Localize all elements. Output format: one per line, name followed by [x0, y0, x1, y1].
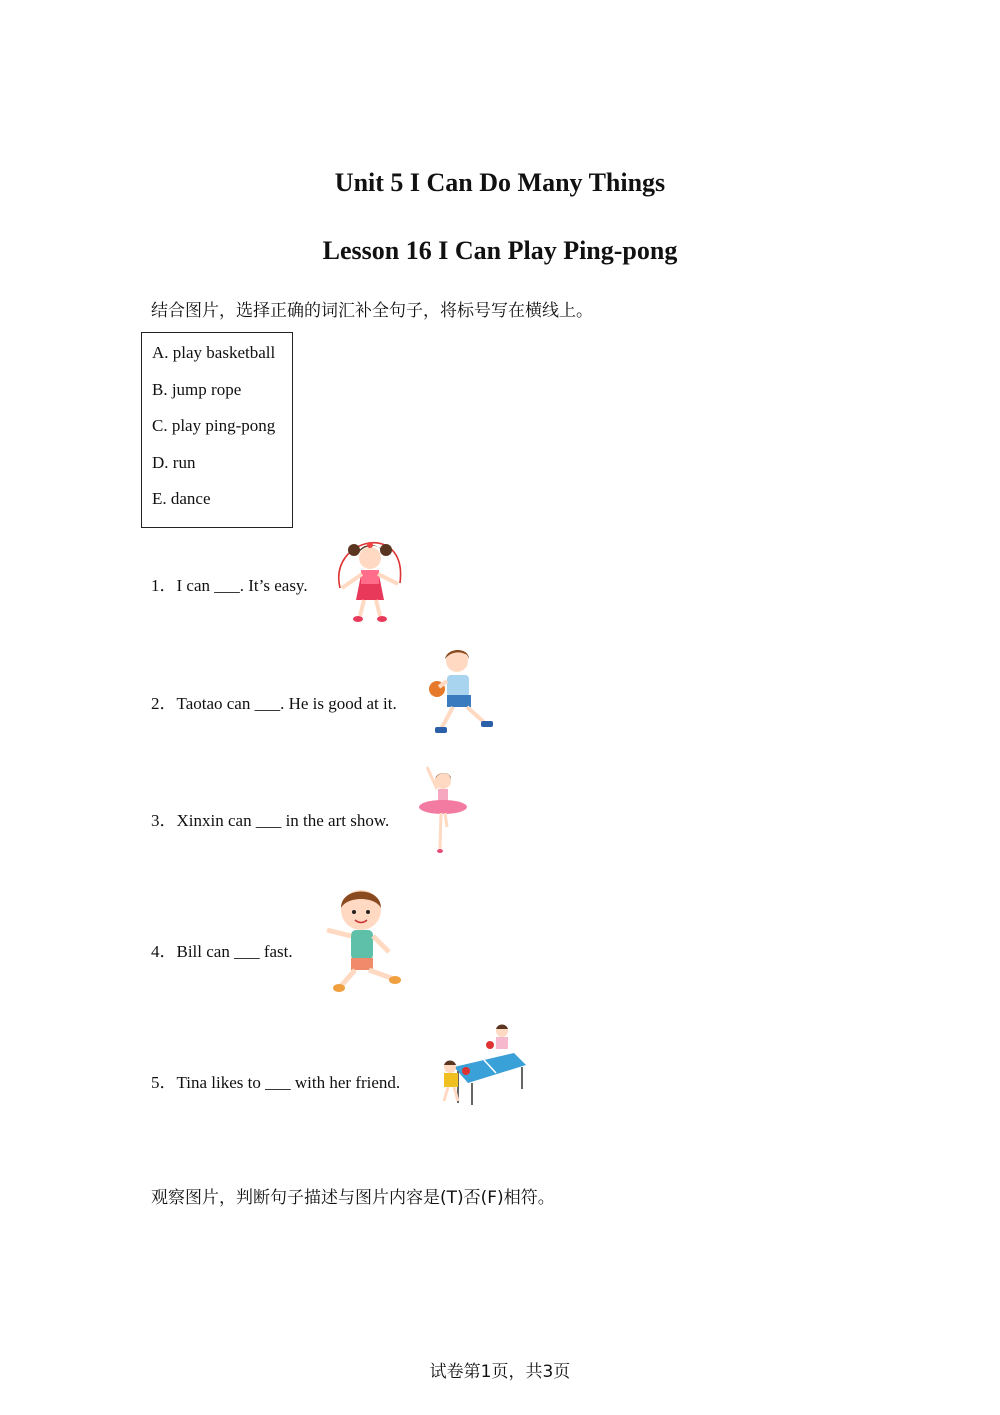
ballet-girl-picture [415, 763, 471, 855]
running-boy-picture [317, 882, 405, 994]
section2-instruction: 观察图片，判断句子描述与图片内容是(T)否(F)相符。 [151, 1188, 555, 1208]
question-3: 3．Xinxin can ___ in the art show. [151, 811, 390, 830]
page-footer: 试卷第1页，共3页 [429, 1362, 571, 1382]
option-e: E. dance [152, 489, 211, 508]
option-a: A. play basketball [152, 343, 276, 362]
unit-title: Unit 5 I Can Do Many Things [334, 168, 666, 197]
basketball-boy-picture [423, 645, 501, 741]
option-d: D. run [152, 453, 196, 472]
lesson-title: Lesson 16 I Can Play Ping-pong [322, 236, 678, 265]
option-b: B. jump rope [152, 380, 242, 399]
question-1: 1．I can ___. It’s easy. [151, 576, 308, 595]
option-c: C. play ping-pong [152, 416, 276, 435]
question-2: 2．Taotao can ___. He is good at it. [151, 694, 397, 713]
options-box [141, 332, 293, 528]
section1-instruction: 结合图片，选择正确的词汇补全句子，将标号写在横线上。 [151, 301, 593, 321]
question-5: 5．Tina likes to ___ with her friend. [151, 1073, 401, 1092]
ping-pong-picture [428, 1023, 528, 1107]
question-4: 4．Bill can ___ fast. [151, 942, 293, 961]
jump-rope-girl-picture [330, 528, 410, 626]
